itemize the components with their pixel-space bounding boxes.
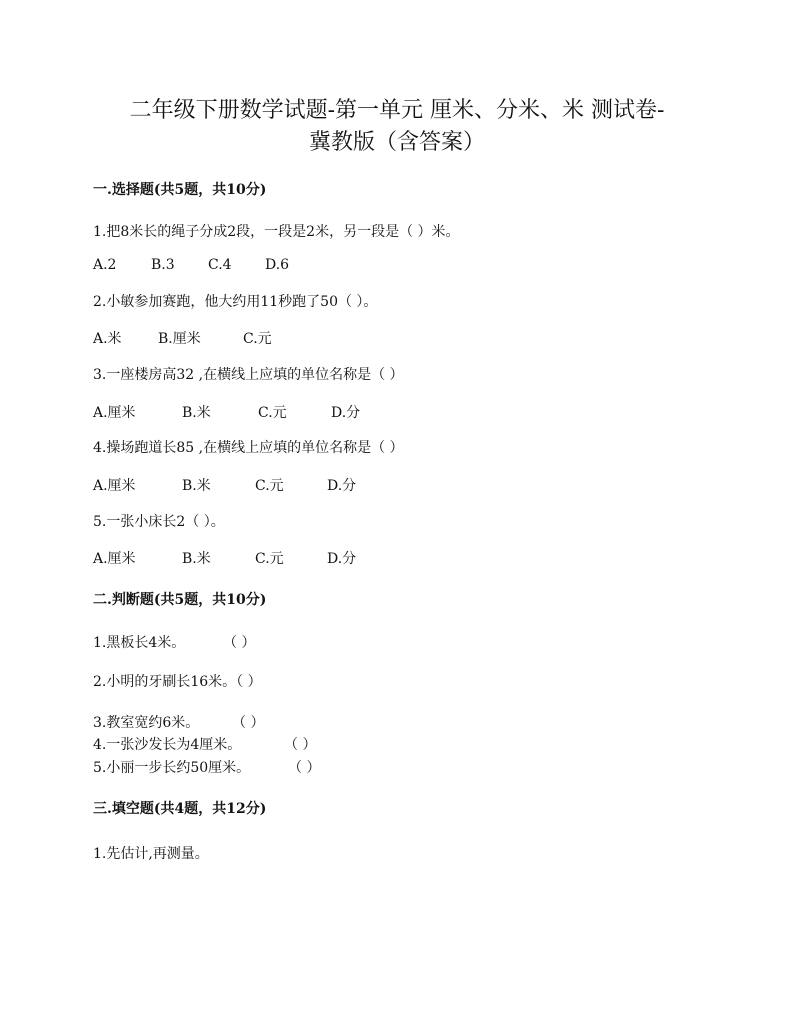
answer-parentheses: （ ） bbox=[284, 737, 317, 753]
section-heading-fill: 三.填空题(共4题，共12分) bbox=[93, 801, 267, 817]
option-a: A.厘米 bbox=[93, 551, 136, 567]
fill-question-1: 1.先估计,再测量。 bbox=[93, 846, 209, 862]
judge-question-1: 1.黑板长4米。 bbox=[93, 635, 186, 651]
option-c: C.4 bbox=[208, 257, 232, 273]
page-title-line-1: 二年级下册数学试题-第一单元 厘米、分米、米 测试卷- bbox=[129, 98, 665, 123]
section-heading-judge: 二.判断题(共5题，共10分) bbox=[93, 592, 267, 608]
option-c: C.元 bbox=[255, 551, 284, 567]
answer-parentheses: （ ） bbox=[223, 635, 256, 651]
option-a: A.2 bbox=[93, 257, 117, 273]
option-b: B.米 bbox=[182, 405, 211, 421]
choice-question-3: 3.一座楼房高32 ,在横线上应填的单位名称是（ ） bbox=[93, 367, 404, 383]
judge-question-2: 2.小明的牙刷长16米。（ ） bbox=[93, 674, 262, 690]
option-d: D.分 bbox=[327, 478, 357, 494]
choice-question-4: 4.操场跑道长85 ,在横线上应填的单位名称是（ ） bbox=[93, 440, 404, 456]
option-a: A.米 bbox=[93, 331, 122, 347]
option-c: C.元 bbox=[243, 331, 272, 347]
judge-question-5: 5.小丽一步长约50厘米。 bbox=[93, 760, 251, 776]
option-d: D.分 bbox=[327, 551, 357, 567]
choice-question-5: 5.一张小床长2（ ）。 bbox=[93, 514, 225, 530]
option-c: C.元 bbox=[255, 478, 284, 494]
option-b: B.米 bbox=[182, 478, 211, 494]
answer-parentheses: （ ） bbox=[232, 715, 265, 731]
option-a: A.厘米 bbox=[93, 405, 136, 421]
option-a: A.厘米 bbox=[93, 478, 136, 494]
option-d: D.分 bbox=[331, 405, 361, 421]
option-b: B.米 bbox=[182, 551, 211, 567]
judge-question-4: 4.一张沙发长为4厘米。 bbox=[93, 737, 242, 753]
option-d: D.6 bbox=[265, 257, 290, 273]
choice-question-1: 1.把8米长的绳子分成2段，一段是2米，另一段是（ ）米。 bbox=[93, 224, 460, 240]
page-title-line-2: 冀教版（含答案） bbox=[308, 130, 485, 155]
judge-question-3: 3.教室宽约6米。 bbox=[93, 715, 200, 731]
answer-parentheses: （ ） bbox=[288, 760, 321, 776]
option-b: B.3 bbox=[151, 257, 175, 273]
choice-question-2: 2.小敏参加赛跑，他大约用11秒跑了50（ ）。 bbox=[93, 294, 378, 310]
section-heading-choice: 一.选择题(共5题，共10分) bbox=[93, 182, 267, 198]
option-c: C.元 bbox=[258, 405, 287, 421]
option-b: B.厘米 bbox=[158, 331, 201, 347]
